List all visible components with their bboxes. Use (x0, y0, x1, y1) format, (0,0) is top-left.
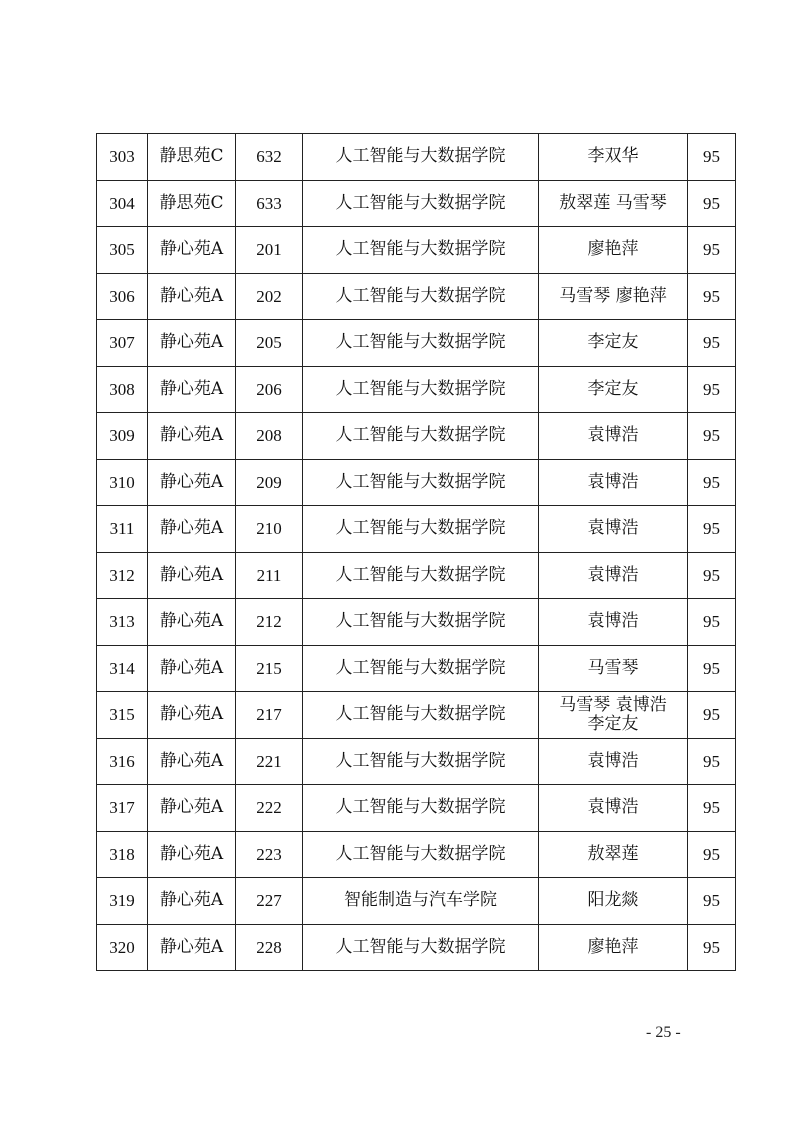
score-cell: 95 (688, 599, 736, 646)
score-cell: 95 (688, 738, 736, 785)
teachers-cell (539, 878, 688, 925)
table-row (97, 831, 736, 878)
score-cell: 95 (688, 878, 736, 925)
college-cell: 人工智能与大数据学院 (303, 134, 539, 181)
college-cell: 人工智能与大数据学院 (303, 506, 539, 553)
room-number-cell: 223 (236, 831, 303, 878)
room-number-cell: 228 (236, 924, 303, 971)
college-cell: 人工智能与大数据学院 (303, 227, 539, 274)
building-cell: 静心苑A (148, 692, 236, 739)
teachers-cell (539, 552, 688, 599)
building-cell: 静心苑A (148, 320, 236, 367)
teacher-name: 袁博浩 (587, 471, 639, 492)
score-cell: 95 (688, 273, 736, 320)
page-number: - 25 - (646, 1024, 681, 1041)
room-number-cell: 212 (236, 599, 303, 646)
building-cell: 静心苑A (148, 506, 236, 553)
college-cell: 人工智能与大数据学院 (303, 413, 539, 460)
teacher-name: 袁博浩 (587, 518, 639, 539)
college-cell: 智能制造与汽车学院 (303, 878, 539, 925)
score-cell: 95 (688, 366, 736, 413)
row-number-cell: 305 (97, 227, 148, 274)
college-cell: 人工智能与大数据学院 (303, 692, 539, 739)
teachers-cell (539, 599, 688, 646)
teachers-cell (539, 692, 688, 739)
teachers-cell (539, 785, 688, 832)
score-cell: 95 (688, 924, 736, 971)
table-row (97, 645, 736, 692)
row-number-cell: 310 (97, 459, 148, 506)
building-cell: 静心苑A (148, 599, 236, 646)
college-cell: 人工智能与大数据学院 (303, 831, 539, 878)
teacher-name: 袁博浩 (587, 797, 639, 818)
room-number-cell: 633 (236, 180, 303, 227)
table-row (97, 924, 736, 971)
building-cell: 静心苑A (148, 785, 236, 832)
score-cell: 95 (688, 506, 736, 553)
teacher-name: 袁博浩 (587, 750, 639, 771)
college-cell: 人工智能与大数据学院 (303, 320, 539, 367)
room-number-cell: 221 (236, 738, 303, 785)
teachers-cell (539, 273, 688, 320)
room-number-cell: 209 (236, 459, 303, 506)
table-row (97, 273, 736, 320)
row-number-cell: 318 (97, 831, 148, 878)
row-number-cell: 303 (97, 134, 148, 181)
teacher-name: 李定友 (587, 332, 639, 353)
score-cell: 95 (688, 645, 736, 692)
row-number-cell: 312 (97, 552, 148, 599)
teacher-name: 李定友 (587, 713, 639, 734)
teacher-name: 袁博浩 (587, 425, 639, 446)
building-cell: 静心苑A (148, 924, 236, 971)
building-cell: 静心苑A (148, 878, 236, 925)
teachers-cell (539, 459, 688, 506)
teacher-name: 马雪琴 (587, 657, 639, 678)
dormitory-score-table (96, 133, 736, 971)
teacher-name: 马雪琴 廖艳萍 (559, 285, 667, 306)
building-cell: 静心苑A (148, 459, 236, 506)
college-cell: 人工智能与大数据学院 (303, 459, 539, 506)
table-row (97, 785, 736, 832)
table-row (97, 320, 736, 367)
score-cell: 95 (688, 180, 736, 227)
college-cell: 人工智能与大数据学院 (303, 785, 539, 832)
table-row (97, 413, 736, 460)
building-cell: 静心苑A (148, 831, 236, 878)
teacher-name: 马雪琴 袁博浩 (559, 694, 667, 715)
score-cell: 95 (688, 459, 736, 506)
room-number-cell: 208 (236, 413, 303, 460)
teacher-name: 廖艳萍 (587, 936, 639, 957)
building-cell: 静心苑A (148, 227, 236, 274)
teachers-cell (539, 831, 688, 878)
college-cell: 人工智能与大数据学院 (303, 645, 539, 692)
score-cell: 95 (688, 692, 736, 739)
building-cell: 静思苑C (148, 180, 236, 227)
room-number-cell: 632 (236, 134, 303, 181)
row-number-cell: 307 (97, 320, 148, 367)
teacher-name: 阳龙燚 (587, 890, 639, 911)
score-cell: 95 (688, 552, 736, 599)
teachers-cell (539, 738, 688, 785)
row-number-cell: 316 (97, 738, 148, 785)
college-cell: 人工智能与大数据学院 (303, 552, 539, 599)
teachers-cell (539, 180, 688, 227)
teachers-cell (539, 134, 688, 181)
room-number-cell: 201 (236, 227, 303, 274)
table-row (97, 366, 736, 413)
teacher-name: 袁博浩 (587, 564, 639, 585)
college-cell: 人工智能与大数据学院 (303, 738, 539, 785)
row-number-cell: 311 (97, 506, 148, 553)
room-number-cell: 202 (236, 273, 303, 320)
score-cell: 95 (688, 413, 736, 460)
row-number-cell: 315 (97, 692, 148, 739)
room-number-cell: 227 (236, 878, 303, 925)
building-cell: 静心苑A (148, 738, 236, 785)
teacher-name: 敖翠莲 马雪琴 (559, 192, 667, 213)
college-cell: 人工智能与大数据学院 (303, 273, 539, 320)
row-number-cell: 319 (97, 878, 148, 925)
room-number-cell: 217 (236, 692, 303, 739)
table-row (97, 692, 736, 739)
row-number-cell: 314 (97, 645, 148, 692)
teachers-cell (539, 366, 688, 413)
building-cell: 静心苑A (148, 413, 236, 460)
teacher-name: 李定友 (587, 378, 639, 399)
building-cell: 静心苑A (148, 645, 236, 692)
row-number-cell: 317 (97, 785, 148, 832)
score-cell: 95 (688, 134, 736, 181)
teachers-cell (539, 506, 688, 553)
college-cell: 人工智能与大数据学院 (303, 924, 539, 971)
row-number-cell: 320 (97, 924, 148, 971)
row-number-cell: 309 (97, 413, 148, 460)
table-row (97, 552, 736, 599)
room-number-cell: 205 (236, 320, 303, 367)
teacher-name: 袁博浩 (587, 611, 639, 632)
teachers-cell (539, 227, 688, 274)
room-number-cell: 206 (236, 366, 303, 413)
score-cell: 95 (688, 785, 736, 832)
building-cell: 静思苑C (148, 134, 236, 181)
room-number-cell: 211 (236, 552, 303, 599)
row-number-cell: 313 (97, 599, 148, 646)
table-row (97, 599, 736, 646)
college-cell: 人工智能与大数据学院 (303, 366, 539, 413)
college-cell: 人工智能与大数据学院 (303, 599, 539, 646)
teachers-cell (539, 645, 688, 692)
score-cell: 95 (688, 227, 736, 274)
table-body (97, 134, 736, 971)
table-row (97, 180, 736, 227)
row-number-cell: 306 (97, 273, 148, 320)
room-number-cell: 210 (236, 506, 303, 553)
score-cell: 95 (688, 320, 736, 367)
table-row (97, 506, 736, 553)
room-number-cell: 215 (236, 645, 303, 692)
table-row (97, 459, 736, 506)
building-cell: 静心苑A (148, 366, 236, 413)
teachers-cell (539, 413, 688, 460)
table-row (97, 134, 736, 181)
table-row (97, 878, 736, 925)
teacher-name: 李双华 (587, 146, 639, 167)
score-cell: 95 (688, 831, 736, 878)
teacher-name: 廖艳萍 (587, 239, 639, 260)
table-row (97, 738, 736, 785)
college-cell: 人工智能与大数据学院 (303, 180, 539, 227)
teachers-cell (539, 320, 688, 367)
table-row (97, 227, 736, 274)
room-number-cell: 222 (236, 785, 303, 832)
building-cell: 静心苑A (148, 552, 236, 599)
teachers-cell (539, 924, 688, 971)
building-cell: 静心苑A (148, 273, 236, 320)
row-number-cell: 308 (97, 366, 148, 413)
row-number-cell: 304 (97, 180, 148, 227)
teacher-name: 敖翠莲 (587, 843, 639, 864)
